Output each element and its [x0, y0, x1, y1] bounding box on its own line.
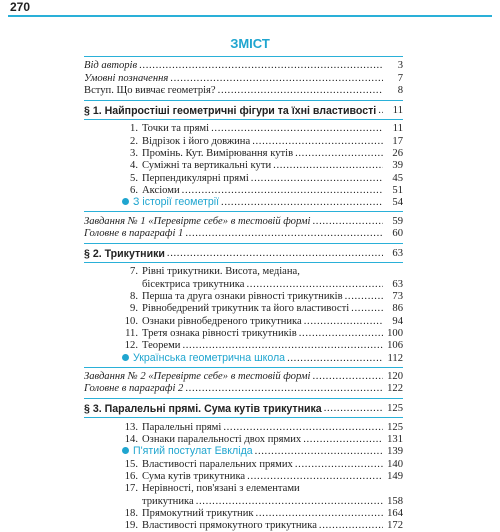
leader-dots [139, 60, 383, 72]
toc-entry[interactable] [84, 328, 403, 340]
page-ref: 26 [392, 148, 403, 160]
intro-entry[interactable] [84, 72, 403, 84]
leader-dots [196, 496, 383, 508]
highlight-entry[interactable] [84, 352, 403, 364]
highlight-text: Українська геометрична школа [133, 351, 286, 364]
toc-entry-text [84, 173, 249, 185]
leader-dots [223, 422, 383, 434]
leader-dots [304, 316, 383, 328]
entry-number: 13. [124, 421, 138, 433]
toc-entry-text [84, 196, 219, 209]
page-ref: 125 [387, 403, 403, 415]
toc-entry[interactable] [84, 340, 403, 352]
toc-entry[interactable] [84, 458, 403, 470]
entry-number: 10. [124, 315, 138, 327]
entry-title: Сума кутів трикутника [142, 470, 246, 482]
entry-number: 16. [124, 470, 138, 482]
leader-dots [345, 291, 383, 303]
toc-entry-text [84, 483, 300, 495]
divider-line [84, 398, 403, 399]
toc-entry[interactable] [84, 508, 403, 520]
entry-title: Відрізок і його довжина [142, 135, 251, 147]
entry-number: 1. [130, 123, 138, 135]
toc-entry[interactable] [84, 160, 403, 172]
entry-title: Прямокутний трикутник [142, 507, 254, 519]
leader-dots [303, 434, 383, 446]
divider-line [84, 417, 403, 418]
divider-line [84, 243, 403, 244]
page-ref: 7 [397, 72, 403, 84]
page-ref: 73 [392, 291, 403, 303]
toc-entry-text: трикутника [142, 495, 194, 507]
table-of-contents [84, 54, 403, 532]
divider-line [84, 100, 403, 101]
toc-entry-text [84, 303, 349, 315]
entry-title: Аксіоми [142, 184, 180, 196]
toc-entry-text [84, 340, 180, 352]
entry-title: Властивості прямокутного трикутника [142, 520, 317, 532]
page-ref: 106 [387, 340, 403, 352]
leader-dots [246, 279, 383, 291]
leader-dots [167, 248, 383, 260]
toc-entry-text [84, 136, 250, 148]
page-ref: 11 [392, 123, 403, 135]
highlight-entry[interactable] [84, 197, 403, 209]
toc-entry[interactable] [84, 123, 403, 135]
leader-dots [256, 508, 383, 520]
section-heading[interactable] [84, 403, 403, 415]
page-ref: 86 [392, 303, 403, 315]
leader-dots [324, 403, 383, 415]
bullet-icon [122, 354, 129, 361]
entry-number: 19. [124, 520, 138, 532]
entry-number: 3. [130, 148, 138, 160]
toc-entry-text: Завдання № 1 «Перевірте себе» в тестовій формі [84, 215, 311, 227]
toc-entry-text [84, 316, 302, 328]
page-title: ЗМІСТ [230, 36, 270, 51]
toc-entry-text [84, 328, 297, 340]
toc-entry[interactable] [84, 483, 403, 495]
page-ref: 8 [397, 84, 403, 96]
page-ref: 131 [387, 434, 403, 446]
toc-entry-text [84, 520, 317, 532]
leader-dots [185, 228, 383, 240]
page-ref: 39 [392, 160, 403, 172]
toc-entry-text [84, 508, 254, 520]
entry-number: 7. [130, 266, 138, 278]
divider-line [84, 119, 403, 120]
leader-dots [251, 173, 383, 185]
leader-dots [287, 353, 383, 365]
entry-title: Суміжні та вертикальні кути [142, 160, 272, 172]
toc-entry-text [84, 434, 301, 446]
divider-line [84, 211, 403, 212]
leader-dots [312, 216, 383, 228]
toc-entry-text [84, 445, 253, 458]
intro-entry[interactable] [84, 85, 403, 97]
leader-dots [182, 185, 383, 197]
bullet-icon [122, 447, 129, 454]
leader-dots [247, 471, 383, 483]
page-ref: 63 [392, 248, 403, 260]
leader-dots [273, 160, 383, 172]
toc-entry-text [84, 291, 343, 303]
toc-entry[interactable] [84, 172, 403, 184]
entry-title: Теореми [142, 340, 181, 352]
page-ref: 158 [387, 495, 403, 507]
page-ref: 112 [387, 352, 403, 364]
toc-entry-continued[interactable] [84, 278, 403, 290]
toc-entry-text [84, 459, 293, 471]
entry-title: Точки та прямі [142, 123, 210, 135]
toc-entry-text: § 2. Трикутники [84, 248, 165, 261]
section-heading[interactable] [84, 248, 403, 260]
entry-number: 17. [124, 483, 138, 495]
entry-title: Промінь. Кут. Вимірювання кутів [142, 148, 294, 160]
highlight-text: З історії геометрії [133, 196, 220, 209]
top-rule [8, 15, 492, 17]
page-ref: 149 [387, 470, 403, 482]
toc-entry-text: Головне в параграфі 2 [84, 383, 184, 395]
summary-entry[interactable] [84, 371, 403, 383]
entry-number: 15. [124, 458, 138, 470]
leader-dots [211, 123, 383, 135]
toc-entry[interactable] [84, 421, 403, 433]
toc-entry-text: бісектриса трикутника [142, 278, 245, 290]
entry-number: 12. [124, 340, 138, 352]
page-ref: 51 [392, 184, 403, 196]
toc-entry[interactable] [84, 315, 403, 327]
page-ref: 122 [387, 383, 403, 395]
highlight-entry[interactable] [84, 446, 403, 458]
toc-entry[interactable] [84, 520, 403, 532]
entry-title: Перша та друга ознаки рівності трикутників [142, 291, 343, 303]
toc-entry-text [84, 266, 300, 278]
leader-dots [295, 459, 383, 471]
entry-number: 9. [130, 303, 138, 315]
toc-entry-text [84, 422, 221, 434]
toc-entry[interactable] [84, 303, 403, 315]
page-ref: 94 [392, 315, 403, 327]
leader-dots [319, 520, 383, 532]
bullet-icon [122, 198, 129, 205]
highlight-text: П'ятий постулат Евкліда [133, 445, 253, 458]
leader-dots [255, 446, 383, 458]
leader-dots [378, 105, 383, 117]
entry-title: Ознаки рівнобедреного трикутника [142, 315, 302, 327]
toc-entry-text: Головне в параграфі 1 [84, 227, 184, 239]
intro-entry[interactable] [84, 60, 403, 72]
entry-number: 6. [130, 184, 138, 196]
toc-entry[interactable] [84, 185, 403, 197]
toc-entry-text: Умовні позначення [84, 72, 169, 84]
entry-number: 8. [130, 291, 138, 303]
toc-entry-text [84, 352, 285, 365]
leader-dots [351, 303, 383, 315]
page-ref: 125 [387, 421, 403, 433]
page-ref: 139 [387, 446, 403, 458]
entry-title: Рівнобедрений трикутник та його властивості [142, 303, 350, 315]
leader-dots [312, 371, 383, 383]
toc-entry[interactable] [84, 135, 403, 147]
divider-line [84, 56, 403, 57]
leader-dots [299, 328, 383, 340]
toc-entry-text [84, 185, 180, 197]
entry-number: 18. [124, 507, 138, 519]
section-heading[interactable] [84, 105, 403, 117]
toc-entry-text: § 1. Найпростіші геометричні фігури та їхні властивості [84, 105, 377, 118]
summary-entry[interactable] [84, 383, 403, 395]
page-ref: 172 [387, 520, 403, 532]
leader-dots [252, 136, 383, 148]
toc-entry-text: Завдання № 2 «Перевірте себе» в тестовій формі [84, 370, 311, 382]
toc-entry[interactable] [84, 471, 403, 483]
toc-entry[interactable] [84, 266, 403, 278]
toc-entry-text [84, 160, 271, 172]
toc-entry[interactable] [84, 291, 403, 303]
page-ref: 54 [392, 197, 403, 209]
toc-entry-continued[interactable] [84, 495, 403, 507]
leader-dots [295, 148, 383, 160]
entry-number: 14. [124, 434, 138, 446]
page-ref: 3 [397, 60, 403, 72]
page-ref: 60 [392, 227, 403, 239]
entry-title: Ознаки паралельності двох прямих [142, 434, 302, 446]
leader-dots [221, 197, 383, 209]
leader-dots [185, 383, 383, 395]
page-ref: 59 [392, 215, 403, 227]
entry-number: 2. [130, 135, 138, 147]
leader-dots [182, 340, 383, 352]
toc-entry-text: § 3. Паралельні прямі. Сума кутів трикутника [84, 403, 322, 416]
entry-number: 5. [130, 172, 138, 184]
divider-line [84, 262, 403, 263]
page-ref: 164 [387, 507, 403, 519]
summary-entry[interactable] [84, 215, 403, 227]
toc-entry-text [84, 471, 245, 483]
page-ref: 140 [387, 458, 403, 470]
page-ref: 63 [392, 278, 403, 290]
entry-number: 11. [125, 327, 138, 339]
entry-title: Паралельні прямі [142, 421, 222, 433]
leader-dots [218, 85, 383, 97]
entry-title: Третя ознака рівності трикутників [142, 327, 297, 339]
toc-entry-text: Вступ. Що вивчає геометрія? [84, 84, 216, 96]
page-number: 270 [10, 0, 31, 14]
page-ref: 17 [392, 135, 403, 147]
toc-entry-text: Від авторів [84, 60, 138, 72]
summary-entry[interactable] [84, 228, 403, 240]
leader-dots [170, 73, 383, 85]
entry-title: Перпендикулярні прямі [142, 172, 249, 184]
toc-entry-text [84, 123, 209, 135]
page-ref: 100 [387, 327, 403, 339]
page-ref: 120 [387, 370, 403, 382]
toc-entry[interactable] [84, 148, 403, 160]
entry-title: Нерівності, пов'язані з елементами [142, 483, 300, 495]
entry-title: Рівні трикутники. Висота, медіана, [142, 266, 300, 278]
toc-entry[interactable] [84, 434, 403, 446]
page-ref: 11 [392, 105, 403, 117]
toc-entry-text [84, 148, 293, 160]
page-ref: 45 [392, 172, 403, 184]
entry-number: 4. [130, 160, 138, 172]
entry-title: Властивості паралельних прямих [142, 458, 293, 470]
divider-line [84, 367, 403, 368]
